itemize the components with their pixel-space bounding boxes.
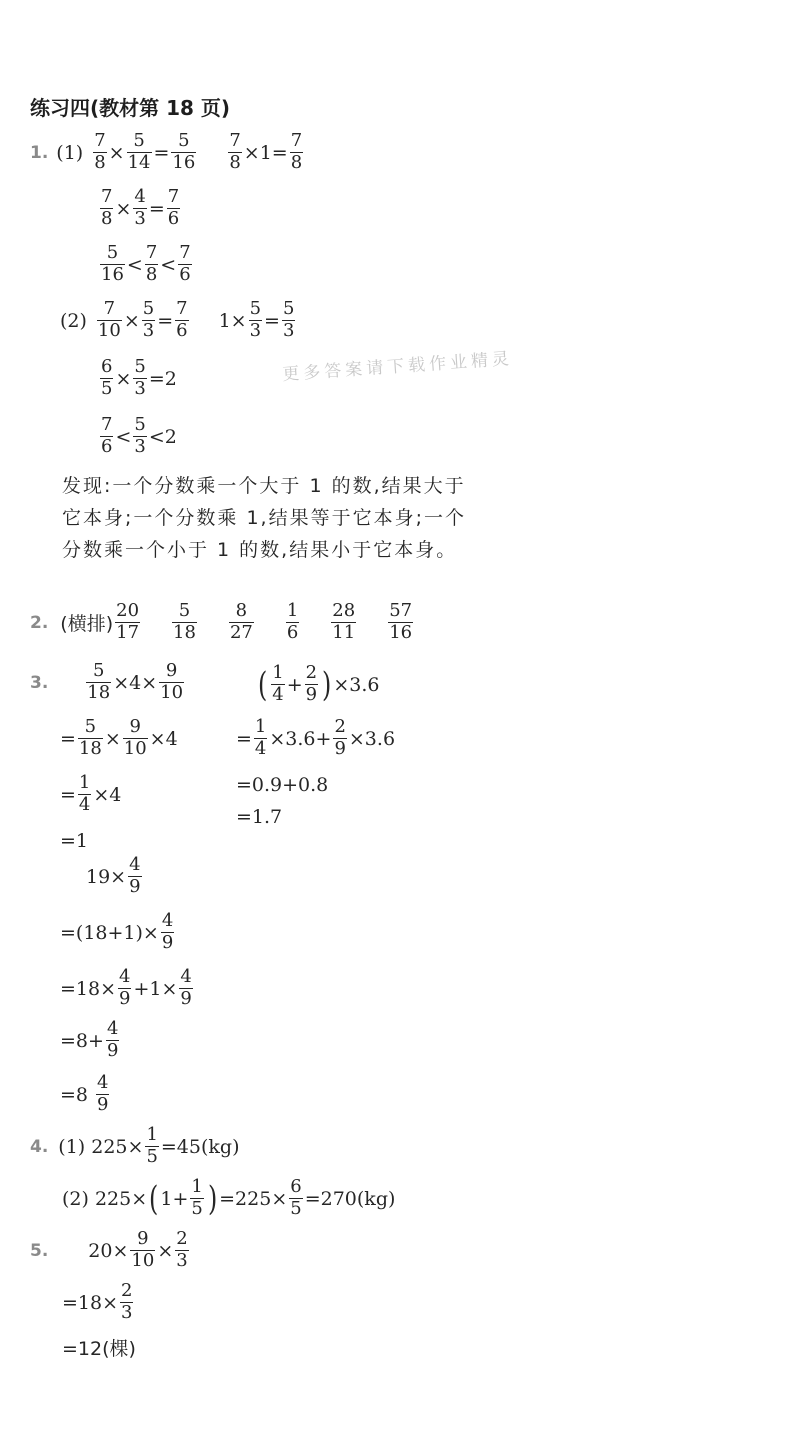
denominator: 17 — [116, 622, 140, 644]
denominator: 10 — [160, 682, 184, 704]
denominator: 8 — [101, 208, 113, 230]
q1-row4 — [60, 300, 297, 341]
numerator: 5 — [133, 130, 145, 151]
fraction — [130, 1230, 155, 1271]
fraction — [175, 300, 188, 341]
numerator: 7 — [101, 414, 113, 435]
q3-b-row3 — [236, 774, 328, 796]
less-than-sign: < — [160, 253, 177, 276]
equals-sign: = — [271, 141, 288, 164]
fraction — [172, 602, 197, 643]
denominator: 3 — [176, 1250, 188, 1272]
denominator: 5 — [146, 1146, 158, 1168]
q3-b-row2 — [236, 718, 395, 759]
expr-text: (2) 225× — [62, 1187, 148, 1210]
numerator: 1 — [146, 1124, 158, 1145]
number: 4 — [165, 727, 178, 750]
q5-row3 — [62, 1334, 136, 1361]
denominator: 4 — [254, 738, 267, 760]
fraction — [142, 300, 155, 341]
numerator: 1 — [254, 716, 267, 737]
numerator: 5 — [134, 356, 146, 377]
numerator: 9 — [165, 660, 178, 681]
less-than-sign: < — [115, 425, 132, 448]
denominator: 18 — [87, 682, 111, 704]
fraction — [145, 1126, 158, 1167]
denominator: 9 — [161, 932, 174, 954]
denominator: 27 — [229, 622, 253, 644]
denominator: 8 — [145, 264, 158, 286]
numerator: 4 — [161, 910, 174, 931]
denominator: 5 — [101, 378, 113, 400]
denominator: 5 — [191, 1198, 203, 1220]
numerator: 4 — [180, 966, 192, 987]
watermark: 更多答案请下载作业精灵 — [281, 348, 514, 386]
q4-number: 4. — [30, 1136, 49, 1157]
numerator: 7 — [103, 298, 116, 319]
q1-number: 1. — [30, 142, 49, 163]
denominator: 6 — [286, 622, 299, 644]
fraction — [159, 662, 184, 703]
q5-number: 5. — [30, 1240, 49, 1261]
numerator: 7 — [290, 130, 303, 151]
q1-part2-label: (2) — [60, 309, 87, 332]
fraction — [179, 968, 192, 1009]
fraction — [161, 912, 174, 953]
numerator: 6 — [101, 356, 113, 377]
denominator: 3 — [142, 320, 155, 342]
times-sign: × — [115, 367, 132, 390]
fraction — [100, 188, 113, 229]
numerator: 7 — [145, 242, 158, 263]
fraction — [190, 1178, 203, 1219]
q1-row2 — [98, 188, 182, 229]
fraction — [228, 132, 241, 173]
denominator: 6 — [176, 320, 188, 342]
times-sign: × — [149, 727, 166, 750]
times-sign: × — [113, 671, 130, 694]
expr-text: =12(棵) — [62, 1338, 136, 1360]
q3-a-row2 — [60, 718, 178, 759]
denominator: 3 — [134, 378, 146, 400]
denominator: 9 — [97, 1094, 109, 1116]
expr-text: =0.9+0.8 — [236, 774, 329, 796]
right-paren: ) — [207, 1178, 218, 1219]
fraction — [118, 968, 131, 1009]
q5-row2 — [62, 1282, 135, 1323]
fraction — [229, 602, 254, 643]
expr-text: =8+ — [60, 1029, 104, 1052]
numerator: 5 — [134, 414, 146, 435]
times-sign: × — [93, 783, 110, 806]
expr-text: +1× — [133, 977, 178, 1000]
denominator: 4 — [272, 684, 284, 706]
number: 1 — [75, 830, 89, 852]
fraction — [171, 132, 196, 173]
fraction — [128, 856, 141, 897]
q1-row1 — [30, 132, 305, 173]
numerator: 4 — [134, 186, 146, 207]
heading-text: 练习四(教材第 18 页) — [30, 96, 231, 120]
denominator: 6 — [101, 436, 113, 458]
q2-row — [30, 602, 415, 643]
denominator: 8 — [229, 152, 241, 174]
denominator: 10 — [131, 1250, 155, 1272]
numerator: 57 — [389, 600, 413, 621]
numerator: 4 — [119, 966, 131, 987]
expr-text: 1+ — [160, 1187, 189, 1210]
numerator: 5 — [93, 660, 105, 681]
q1-row6 — [98, 416, 177, 457]
fraction — [290, 132, 303, 173]
denominator: 18 — [173, 622, 196, 644]
expr-text: =(18+1)× — [60, 921, 159, 944]
expr-text: =270(kg) — [304, 1187, 396, 1210]
expr-text: (1) 225× — [58, 1135, 144, 1158]
numerator: 2 — [334, 716, 346, 737]
q3-c-row2 — [60, 912, 176, 953]
expr-text: =8 — [60, 1083, 89, 1106]
fraction — [78, 774, 91, 815]
q3-b-row1 — [256, 664, 380, 705]
numerator: 8 — [235, 600, 248, 621]
fraction — [333, 718, 346, 759]
equals-sign: = — [60, 783, 76, 806]
numerator: 4 — [129, 854, 141, 875]
denominator: 9 — [106, 1040, 119, 1062]
left-paren: ( — [257, 664, 268, 705]
fraction — [145, 244, 158, 285]
expr-text: 20× — [88, 1239, 129, 1262]
denominator: 4 — [78, 794, 91, 816]
equals-sign: = — [264, 309, 280, 332]
q3-a-row4 — [60, 830, 88, 852]
denominator: 10 — [97, 320, 121, 342]
fraction — [254, 718, 267, 759]
number: 4 — [109, 783, 122, 806]
q1-part1-label: (1) — [56, 141, 84, 164]
denominator: 9 — [129, 876, 141, 898]
numerator: 5 — [84, 716, 97, 737]
expr-text: =225× — [219, 1187, 288, 1210]
fraction — [289, 1178, 302, 1219]
denominator: 8 — [290, 152, 303, 174]
right-paren: ) — [322, 664, 332, 705]
expr-text: ×3.6 — [348, 727, 396, 750]
numerator: 28 — [332, 600, 356, 621]
fraction — [133, 416, 146, 457]
fraction — [305, 664, 318, 705]
number: 1 — [218, 309, 231, 332]
fraction — [86, 662, 111, 703]
expr-text: ×3.6+ — [269, 727, 332, 750]
numerator: 7 — [101, 186, 113, 207]
numerator: 9 — [129, 716, 141, 737]
fraction — [97, 300, 122, 341]
q3-c-row1 — [86, 856, 144, 897]
fraction — [100, 416, 113, 457]
q2-label: (横排) — [60, 613, 114, 636]
fraction — [286, 602, 299, 643]
left-paren: ( — [149, 1178, 159, 1219]
q3-c-row3 — [60, 968, 195, 1009]
denominator: 9 — [180, 988, 192, 1010]
q1-row3 — [98, 244, 194, 285]
q3-c-row5 — [60, 1074, 111, 1115]
denominator: 18 — [78, 738, 102, 760]
q5-row1 — [30, 1230, 191, 1271]
denominator: 9 — [119, 988, 131, 1010]
fraction — [178, 244, 191, 285]
expr-text: ×3.6 — [333, 673, 380, 696]
numerator: 1 — [191, 1176, 203, 1197]
numerator: 5 — [178, 130, 190, 151]
times-sign: × — [157, 1239, 174, 1262]
equals-sign: = — [148, 367, 165, 390]
fraction — [249, 300, 262, 341]
fraction — [127, 132, 152, 173]
q3-a-row3 — [60, 774, 121, 815]
q3-a-row1 — [30, 662, 186, 703]
numerator: 2 — [176, 1228, 188, 1249]
fraction — [271, 664, 284, 705]
fraction — [78, 718, 103, 759]
fraction — [115, 602, 140, 643]
denominator: 3 — [249, 320, 262, 342]
number: 4 — [129, 671, 142, 694]
times-sign: × — [243, 141, 260, 164]
number: 2 — [164, 367, 177, 390]
denominator: 8 — [94, 152, 106, 174]
numerator: 7 — [167, 186, 180, 207]
times-sign: × — [141, 671, 158, 694]
times-sign: × — [123, 309, 140, 332]
number: 2 — [164, 425, 177, 448]
less-than-sign: < — [148, 425, 165, 448]
expr-text: =18× — [62, 1291, 119, 1314]
fraction — [100, 358, 113, 399]
denominator: 16 — [101, 264, 124, 286]
numerator: 2 — [305, 662, 318, 683]
denominator: 3 — [134, 436, 146, 458]
fraction — [282, 300, 295, 341]
times-sign: × — [230, 309, 247, 332]
fraction — [175, 1230, 188, 1271]
denominator: 9 — [305, 684, 318, 706]
equals-sign: = — [148, 197, 165, 220]
numerator: 6 — [290, 1176, 302, 1197]
denominator: 5 — [290, 1198, 302, 1220]
q4-row1 — [30, 1126, 240, 1167]
q3-number: 3. — [30, 672, 49, 693]
fraction — [106, 1020, 119, 1061]
denominator: 3 — [121, 1302, 133, 1324]
q2-number: 2. — [30, 612, 49, 633]
q4-row2 — [62, 1178, 395, 1219]
equals-sign: = — [60, 727, 76, 750]
denominator: 9 — [334, 738, 346, 760]
numerator: 5 — [249, 298, 262, 319]
denominator: 14 — [127, 152, 151, 174]
times-sign: × — [108, 141, 125, 164]
equals-sign: = — [157, 309, 174, 332]
numerator: 1 — [78, 772, 91, 793]
fraction — [123, 718, 148, 759]
denominator: 6 — [179, 264, 191, 286]
fraction — [133, 188, 146, 229]
q1-finding: 发现:一个分数乘一个大于 1 的数,结果大于它本身;一个分数乘 1,结果等于它本身;一个分数乘一个小于 1 的数,结果小于它本身。 — [62, 475, 466, 561]
numerator: 7 — [176, 298, 188, 319]
numerator: 5 — [282, 298, 295, 319]
fraction — [96, 1074, 109, 1115]
numerator: 4 — [106, 1018, 119, 1039]
equals-sign: = — [60, 830, 76, 852]
numerator: 7 — [179, 242, 191, 263]
expr-text: =45(kg) — [160, 1135, 240, 1158]
denominator: 10 — [123, 738, 147, 760]
numerator: 1 — [286, 600, 299, 621]
numerator: 2 — [121, 1280, 133, 1301]
fraction — [93, 132, 106, 173]
times-sign: × — [115, 197, 132, 220]
numerator: 20 — [116, 600, 140, 621]
less-than-sign: < — [126, 253, 143, 276]
q1-row5 — [98, 358, 177, 399]
fraction — [133, 358, 146, 399]
denominator: 16 — [172, 152, 196, 174]
numerator: 1 — [272, 662, 284, 683]
denominator: 3 — [282, 320, 295, 342]
numerator: 5 — [178, 600, 191, 621]
fraction — [100, 244, 125, 285]
numerator: 5 — [142, 298, 155, 319]
fraction — [331, 602, 356, 643]
denominator: 6 — [167, 208, 180, 230]
number: 1 — [259, 141, 272, 164]
fraction — [120, 1282, 133, 1323]
denominator: 11 — [332, 622, 356, 644]
q3-b-row4 — [236, 806, 282, 828]
numerator: 4 — [97, 1072, 109, 1093]
equals-sign: = — [153, 141, 170, 164]
fraction — [167, 188, 180, 229]
expr-text: =18× — [60, 977, 117, 1000]
numerator: 5 — [106, 242, 119, 263]
plus-sign: + — [286, 673, 303, 696]
numerator: 7 — [229, 130, 241, 151]
numerator: 7 — [94, 130, 106, 151]
q3-c-row4 — [60, 1020, 121, 1061]
denominator: 16 — [389, 622, 413, 644]
expr-text: =1.7 — [236, 806, 283, 828]
denominator: 3 — [134, 208, 146, 230]
expr-text: 19× — [86, 865, 127, 888]
times-sign: × — [104, 727, 121, 750]
numerator: 9 — [137, 1228, 149, 1249]
section-heading — [30, 92, 230, 121]
equals-sign: = — [236, 727, 252, 750]
fraction — [388, 602, 413, 643]
